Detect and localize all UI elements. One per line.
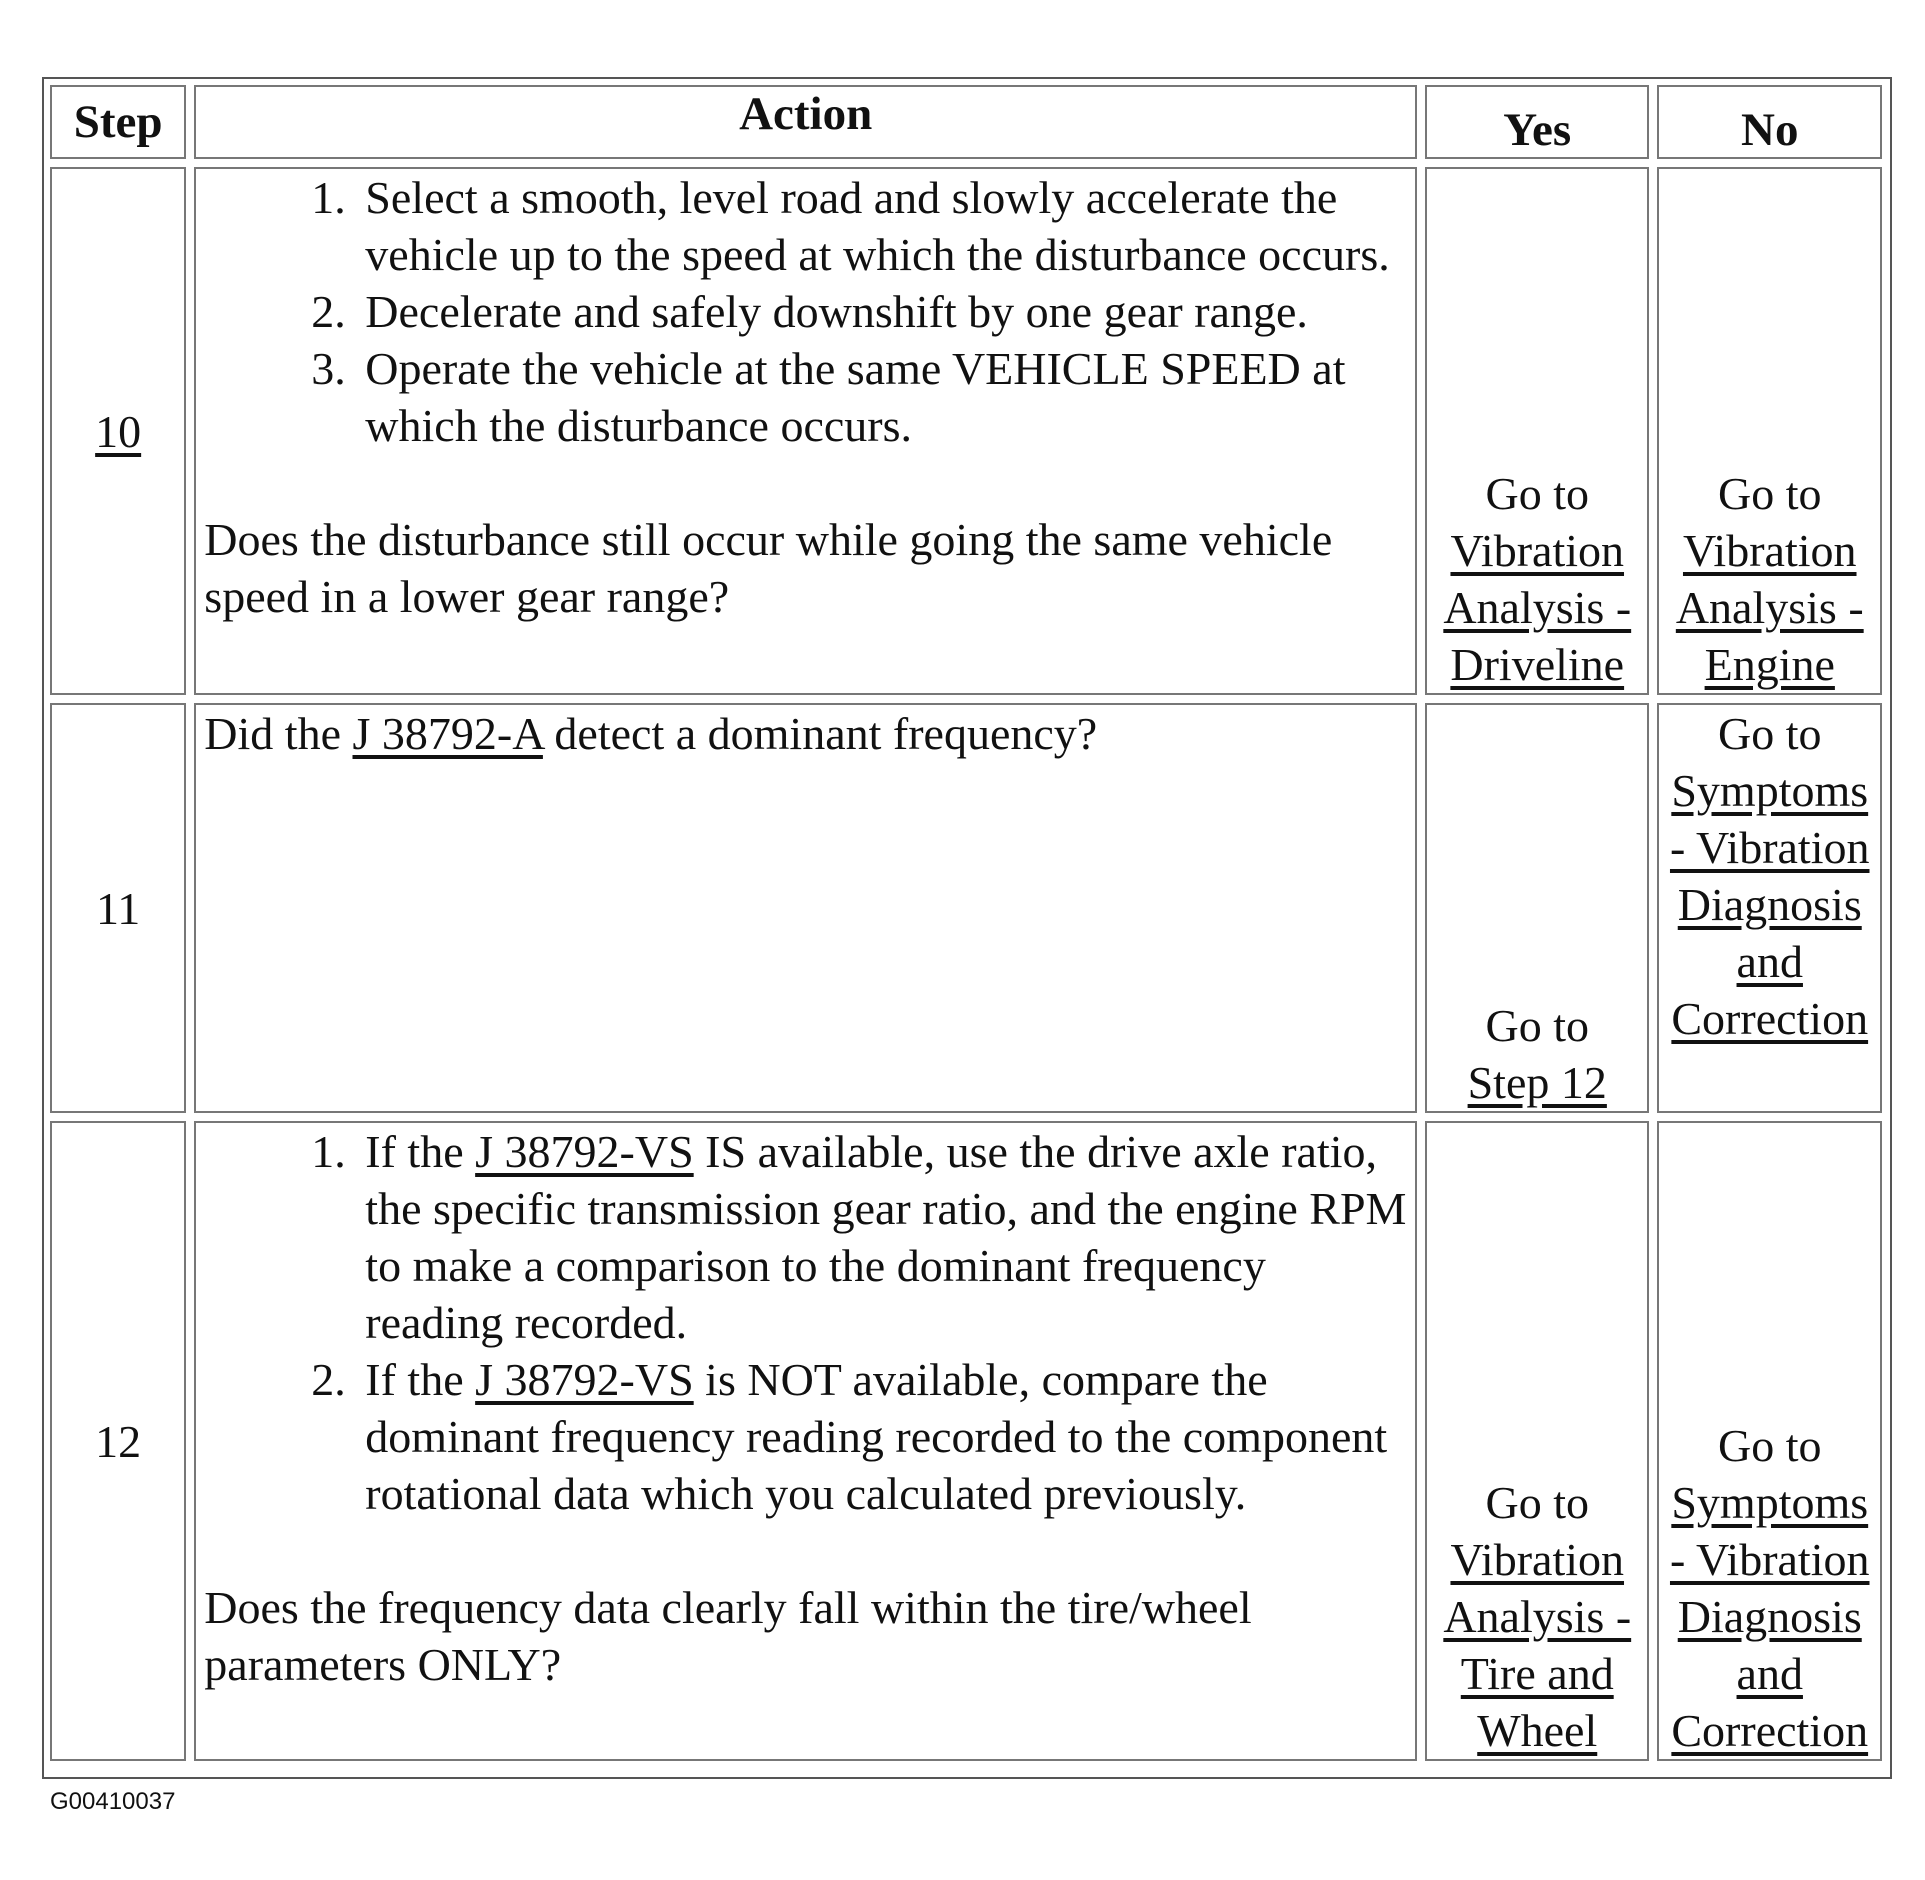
go-to-label: Go to	[1717, 1420, 1822, 1471]
action-cell	[194, 167, 1417, 695]
item-text: is NOT available, compare the dominant frequency reading recorded to the component rotational data which you calculated previously.	[365, 1354, 1388, 1519]
action-item	[357, 1351, 1407, 1522]
vibration-analysis-engine-link[interactable]: Vibration Analysis - Engine	[1675, 525, 1864, 690]
step-cell	[50, 167, 186, 695]
step-cell: 12	[50, 1121, 186, 1761]
action-item: 3. Operate the vehicle at the same VEHICLE SPEED at which the disturbance occurs.	[357, 340, 1407, 454]
action-item: 1. Select a smooth, level road and slowly accelerate the vehicle up to the speed at which the disturbance occurs.	[357, 169, 1407, 283]
no-cell	[1657, 167, 1882, 695]
table-row	[50, 167, 1882, 695]
step-12-link[interactable]: Step 12	[1467, 1057, 1607, 1108]
action-cell	[194, 1121, 1417, 1761]
j-38792-vs-link[interactable]: J 38792-VS	[475, 1126, 694, 1177]
step-cell: 11	[50, 703, 186, 1113]
yes-cell	[1425, 1121, 1649, 1761]
go-to-label: Go to	[1485, 1477, 1589, 1528]
action-item	[357, 1123, 1407, 1351]
vibration-analysis-driveline-link[interactable]: Vibration Analysis - Driveline	[1443, 525, 1632, 690]
yes-cell	[1425, 703, 1649, 1113]
go-to-label: Go to	[1717, 708, 1822, 759]
go-to-label: Go to	[1485, 1000, 1589, 1051]
symptoms-vibration-diagnosis-link[interactable]: Symptoms - Vibration Diagnosis and Correction	[1669, 1477, 1870, 1756]
header-no: No	[1657, 85, 1882, 159]
vibration-analysis-tire-wheel-link[interactable]: Vibration Analysis - Tire and Wheel	[1443, 1534, 1632, 1756]
item-text: If the	[365, 1126, 476, 1177]
symptoms-vibration-diagnosis-link[interactable]: Symptoms - Vibration Diagnosis and Correction	[1669, 765, 1870, 1044]
action-list	[204, 169, 1407, 454]
no-cell	[1657, 703, 1882, 1113]
table-row	[50, 703, 1882, 1113]
header-yes: Yes	[1425, 85, 1649, 159]
question-text: Does the frequency data clearly fall within the tire/wheel parameters ONLY?	[204, 1582, 1252, 1690]
j-38792-vs-link[interactable]: J 38792-VS	[475, 1354, 694, 1405]
j-38792-a-link[interactable]: J 38792-A	[352, 708, 543, 759]
go-to-label: Go to	[1485, 468, 1589, 519]
yes-cell	[1425, 167, 1649, 695]
item-text: If the	[365, 1354, 476, 1405]
table-row	[50, 1121, 1882, 1761]
header-step: Step	[50, 85, 186, 159]
action-cell	[194, 703, 1417, 1113]
header-action: Action	[194, 85, 1417, 159]
diagnostic-table-frame	[42, 77, 1892, 1779]
question-text-pre: Did the	[204, 708, 353, 759]
step-10-link[interactable]: 10	[95, 405, 142, 457]
figure-id: G00410037	[50, 1788, 176, 1815]
no-cell	[1657, 1121, 1882, 1761]
header-row	[50, 85, 1882, 159]
action-list	[204, 1123, 1407, 1522]
action-item: 2. Decelerate and safely downshift by one gear range.	[357, 283, 1407, 340]
diagnostic-table	[42, 77, 1890, 1769]
question-text-post: detect a dominant frequency?	[542, 708, 1098, 759]
item-text: IS available, use the drive axle ratio, the specific transmission gear ratio, and the engine RPM to make a comparison to the dominant frequency reading recorded.	[365, 1126, 1407, 1348]
question-text: Does the disturbance still occur while going the same vehicle speed in a lower gear range?	[204, 514, 1333, 622]
go-to-label: Go to	[1717, 468, 1822, 519]
